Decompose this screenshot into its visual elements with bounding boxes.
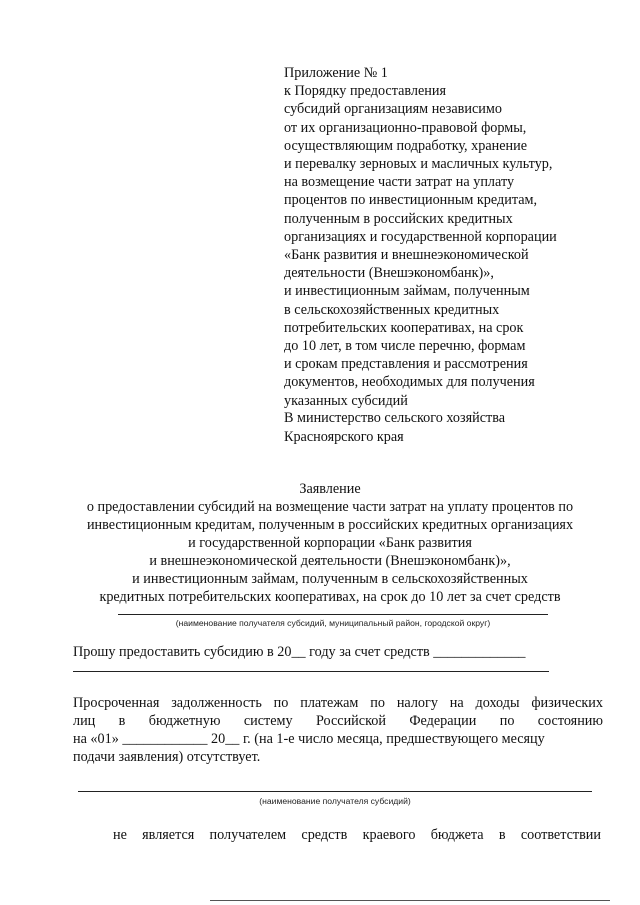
heading-line: инвестиционным кредитам, полученным в российских кредитных организациях [86, 517, 574, 533]
appendix-line: деятельности (Внешэкономбанк)», [284, 265, 494, 282]
appendix-line: указанных субсидий [284, 392, 408, 409]
debt-paragraph-line: подачи заявления) отсутствует. [73, 749, 261, 765]
appendix-line: и инвестиционным займам, полученным [284, 283, 530, 300]
heading-line: и внешнеэкономической деятельности (Внешэкономбанк)», [149, 553, 511, 569]
request-underline [73, 671, 549, 672]
appendix-block [284, 64, 624, 410]
appendix-line: потребительских кооперативах, на срок [284, 319, 524, 336]
request-line: Прошу предоставить субсидию в 20__ году за счет средств _____________ [73, 644, 526, 660]
appendix-line: процентов по инвестиционным кредитам, [284, 192, 538, 209]
recipient-underline [118, 614, 548, 615]
bottom-rule [210, 900, 610, 901]
appendix-line: к Порядку предоставления [284, 83, 446, 100]
heading-line: кредитных потребительских кооперативах, на срок до 10 лет за счет средств [99, 589, 561, 605]
appendix-line: «Банк развития и внешнеэкономической [284, 247, 529, 264]
appendix-line: Приложение № 1 [284, 65, 388, 81]
debt-paragraph-line: Просроченная задолженность по платежам по налогу на доходы физических [73, 695, 603, 711]
addressee-line: Красноярского края [284, 428, 404, 445]
appendix-line: организациях и государственной корпорации [284, 228, 557, 245]
appendix-line: полученным в российских кредитных [284, 210, 513, 227]
recipient-underline-2 [78, 791, 592, 792]
heading-line: и инвестиционным займам, полученным в сельскохозяйственных [132, 571, 528, 587]
appendix-line: на возмещение части затрат на уплату [284, 174, 515, 191]
addressee-block [284, 409, 624, 446]
recipient-caption-2: (наименование получателя субсидий) [259, 796, 411, 806]
appendix-line: от их организационно-правовой формы, [284, 119, 527, 136]
appendix-line: и перевалку зерновых и масличных культур, [284, 156, 553, 173]
debt-paragraph-line: на «01» ____________ 20__ г. (на 1-е число месяца, предшествующего месяцу [73, 731, 545, 747]
recipient-caption: (наименование получателя субсидий, муниципальный район, городской округ) [175, 618, 491, 628]
heading-line: о предоставлении субсидий на возмещение части затрат на уплату процентов по [86, 499, 574, 515]
application-heading [60, 480, 600, 606]
debt-paragraph-line: лиц в бюджетную систему Российской Федерации по состоянию [73, 713, 603, 729]
appendix-line: субсидий организациям независимо [284, 101, 502, 118]
heading-line: и государственной корпорации «Банк развития [188, 535, 472, 551]
addressee-line: В министерство сельского хозяйства [284, 410, 506, 426]
appendix-line: в сельскохозяйственных кредитных [284, 301, 500, 318]
appendix-line: и срокам представления и рассмотрения [284, 356, 528, 373]
appendix-line: до 10 лет, в том числе перечню, формам [284, 338, 526, 355]
appendix-line: осуществляющим подработку, хранение [284, 137, 528, 154]
last-line: не является получателем средств краевого бюджета в соответствии [113, 827, 601, 843]
appendix-line: документов, необходимых для получения [284, 374, 535, 391]
heading-title: Заявление [299, 481, 361, 497]
